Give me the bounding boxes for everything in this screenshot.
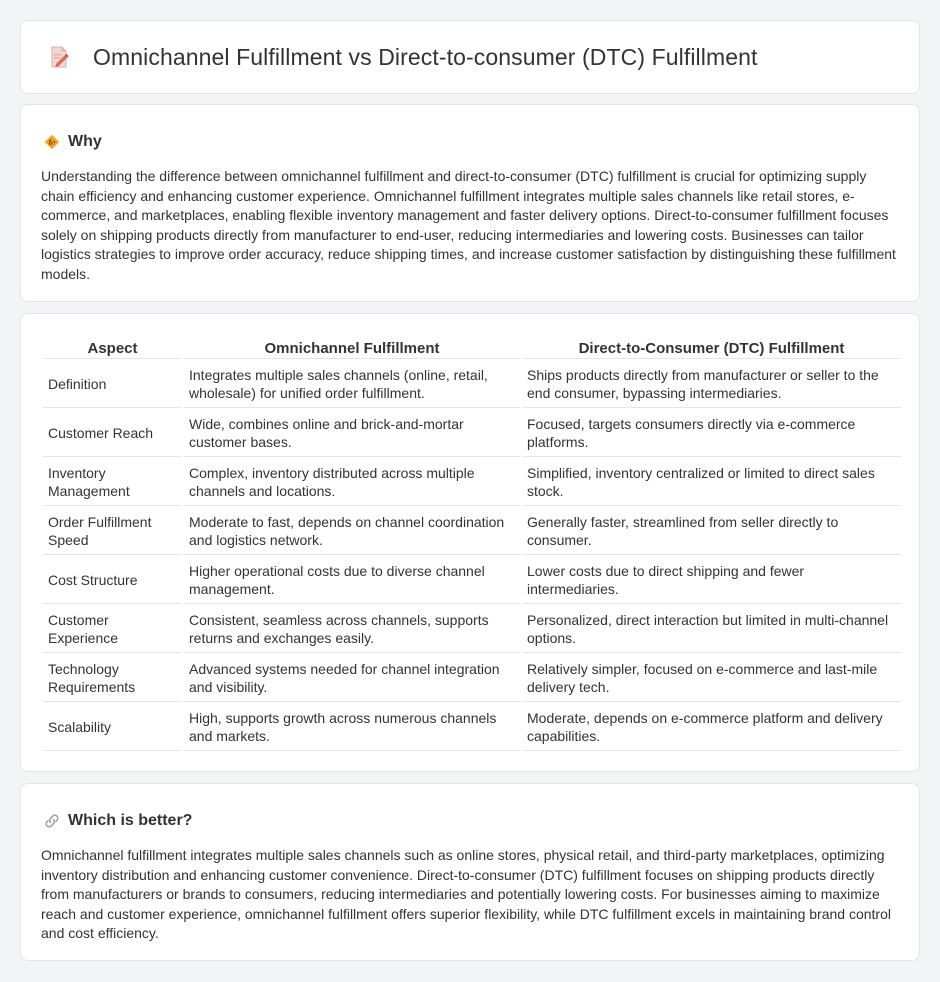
warning-sign-icon bbox=[43, 133, 61, 151]
omnichannel-cell: Advanced systems needed for channel integration and visibility. bbox=[184, 655, 520, 702]
omnichannel-cell: High, supports growth across numerous channels and markets. bbox=[184, 704, 520, 751]
dtc-cell: Relatively simpler, focused on e-commerce and last-mile delivery tech. bbox=[522, 655, 901, 702]
aspect-cell: Technology Requirements bbox=[43, 655, 182, 702]
table-row bbox=[43, 557, 901, 604]
omnichannel-cell: Consistent, seamless across channels, supports returns and exchanges easily. bbox=[184, 606, 520, 653]
dtc-cell: Lower costs due to direct shipping and fewer intermediaries. bbox=[522, 557, 901, 604]
page-title: Omnichannel Fulfillment vs Direct-to-consumer (DTC) Fulfillment bbox=[93, 43, 758, 70]
document-pencil-icon bbox=[47, 45, 71, 69]
why-section bbox=[20, 104, 920, 302]
table-row bbox=[43, 361, 901, 408]
dtc-cell: Moderate, depends on e-commerce platform and delivery capabilities. bbox=[522, 704, 901, 751]
table-row bbox=[43, 410, 901, 457]
aspect-cell: Customer Experience bbox=[43, 606, 182, 653]
table-row bbox=[43, 704, 901, 751]
which-is-better-section bbox=[20, 783, 920, 961]
omnichannel-cell: Wide, combines online and brick-and-mortar customer bases. bbox=[184, 410, 520, 457]
omnichannel-cell: Higher operational costs due to diverse channel management. bbox=[184, 557, 520, 604]
table-row bbox=[43, 459, 901, 506]
comparison-table bbox=[41, 334, 903, 753]
omnichannel-cell: Integrates multiple sales channels (online, retail, wholesale) for unified order fulfillment. bbox=[184, 361, 520, 408]
why-heading: Why bbox=[68, 133, 102, 150]
aspect-cell: Inventory Management bbox=[43, 459, 182, 506]
omnichannel-cell: Moderate to fast, depends on channel coordination and logistics network. bbox=[184, 508, 520, 555]
table-row bbox=[43, 655, 901, 702]
table-row bbox=[43, 606, 901, 653]
comparison-card bbox=[20, 313, 920, 772]
link-icon bbox=[43, 812, 61, 830]
dtc-cell: Personalized, direct interaction but limited in multi-channel options. bbox=[522, 606, 901, 653]
dtc-cell: Focused, targets consumers directly via e-commerce platforms. bbox=[522, 410, 901, 457]
table-row bbox=[43, 508, 901, 555]
title-card bbox=[20, 20, 920, 94]
header-omnichannel: Omnichannel Fulfillment bbox=[184, 336, 520, 359]
why-text: Understanding the difference between omnichannel fulfillment and direct-to-consumer (DTC) fulfillment is crucial for optimizing supply chain efficiency and enhancing customer experience. Omnichannel fulfillment integrates multiple sales channels like retail stores, e-commerce, and marketplaces, enabling flexible inventory management and faster delivery options. Direct-to-consumer fulfillment focuses solely on shipping products directly from manufacturer to end-user, reducing intermediaries and lowering costs. Businesses can tailor logistics strategies to improve order accuracy, reduce shipping times, and increase customer satisfaction by distinguishing these fulfillment models. bbox=[41, 168, 896, 282]
header-aspect: Aspect bbox=[43, 336, 182, 359]
aspect-cell: Customer Reach bbox=[43, 410, 182, 457]
which-is-better-text: Omnichannel fulfillment integrates multiple sales channels such as online stores, physical retail, and third-party marketplaces, optimizing inventory distribution and enhancing customer convenience. Direct-to-consumer (DTC) fulfillment focuses on shipping products directly from manufacturers or brands to consumers, reducing intermediaries and potentially lowering costs. For businesses aiming to maximize reach and customer experience, omnichannel fulfillment offers superior flexibility, while DTC fulfillment excels in maintaining brand control and cost efficiency. bbox=[41, 847, 891, 941]
aspect-cell: Cost Structure bbox=[43, 557, 182, 604]
header-dtc: Direct-to-Consumer (DTC) Fulfillment bbox=[522, 336, 901, 359]
dtc-cell: Simplified, inventory centralized or limited to direct sales stock. bbox=[522, 459, 901, 506]
omnichannel-cell: Complex, inventory distributed across multiple channels and locations. bbox=[184, 459, 520, 506]
dtc-cell: Generally faster, streamlined from seller directly to consumer. bbox=[522, 508, 901, 555]
aspect-cell: Definition bbox=[43, 361, 182, 408]
table-header-row bbox=[43, 336, 901, 359]
dtc-cell: Ships products directly from manufacturer or seller to the end consumer, bypassing intermediaries. bbox=[522, 361, 901, 408]
which-is-better-heading: Which is better? bbox=[68, 812, 193, 829]
aspect-cell: Scalability bbox=[43, 704, 182, 751]
aspect-cell: Order Fulfillment Speed bbox=[43, 508, 182, 555]
